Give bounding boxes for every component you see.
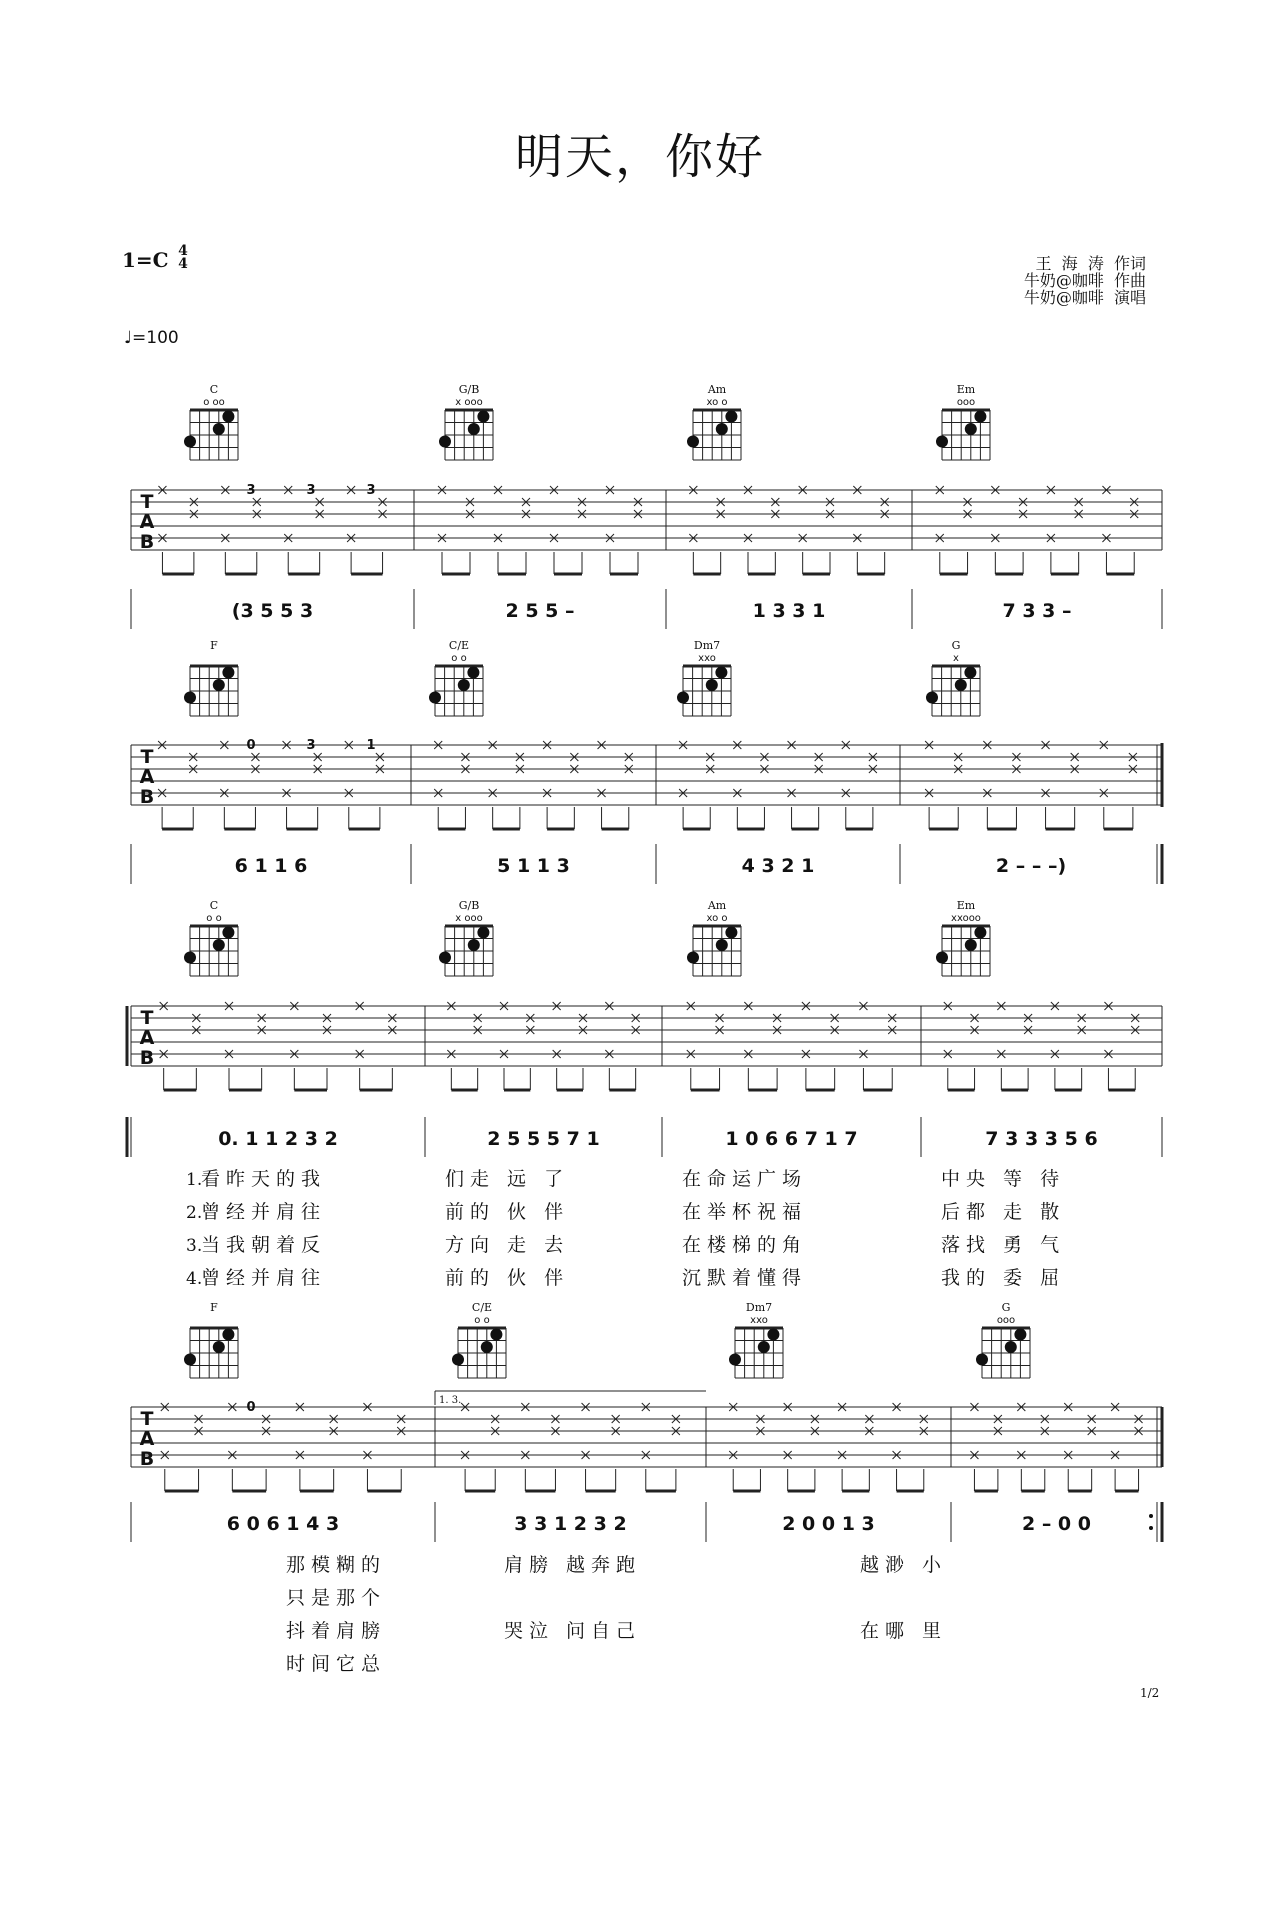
open-mute-marks: x bbox=[953, 653, 959, 664]
finger-dot bbox=[687, 436, 699, 448]
lyric-line: 只是那个 bbox=[286, 1587, 387, 1609]
finger-dot bbox=[477, 411, 489, 423]
open-mute-marks: o o bbox=[206, 913, 222, 924]
open-mute-marks: xo o bbox=[706, 397, 728, 408]
numbered-notation: 6 1 1 6 bbox=[234, 855, 308, 877]
lyric-line: 时间它总 bbox=[286, 1653, 387, 1675]
finger-dot bbox=[936, 952, 948, 964]
numbered-notation: 2 – – –) bbox=[995, 855, 1067, 877]
chord-name: Em bbox=[956, 383, 976, 396]
finger-dot bbox=[677, 692, 689, 704]
finger-dot bbox=[184, 1354, 196, 1366]
lyric-line: 落找 勇 气 bbox=[941, 1234, 1066, 1256]
tab-clef-letter: B bbox=[139, 1047, 155, 1069]
open-mute-marks: o oo bbox=[203, 397, 225, 408]
finger-dot bbox=[716, 423, 728, 435]
numbered-notation: 7 3 3 – bbox=[1002, 600, 1072, 622]
verse-number: 2. bbox=[186, 1203, 203, 1223]
open-mute-marks: xxo bbox=[750, 1315, 768, 1326]
chord-name: C bbox=[209, 383, 219, 396]
numbered-notation: (3 5 5 3 bbox=[231, 600, 314, 622]
open-mute-marks: ooo bbox=[956, 397, 976, 408]
chord-name: Dm7 bbox=[745, 1301, 773, 1314]
quarter-note-icon: ♩ bbox=[124, 328, 133, 348]
finger-dot bbox=[965, 939, 977, 951]
lyric-line: 方向 走 去 bbox=[445, 1234, 570, 1256]
finger-dot bbox=[213, 1341, 225, 1353]
tab-clef-letter: A bbox=[139, 766, 155, 788]
chord-name: C/E bbox=[471, 1301, 493, 1314]
tab-fret-number: 0 bbox=[246, 1400, 256, 1415]
lyric-line: 曾经并肩往 bbox=[201, 1201, 327, 1223]
finger-dot bbox=[439, 952, 451, 964]
finger-dot bbox=[715, 667, 727, 679]
finger-dot bbox=[468, 423, 480, 435]
tab-clef-letter: T bbox=[140, 1007, 154, 1029]
tab-fret-number: 3 bbox=[246, 483, 256, 498]
finger-dot bbox=[213, 679, 225, 691]
open-mute-marks: xo o bbox=[706, 913, 728, 924]
tempo-value: =100 bbox=[132, 328, 179, 348]
lyric-line: 沉默着懂得 bbox=[682, 1267, 808, 1289]
singer-credit: 牛奶@咖啡 演唱 bbox=[1023, 288, 1146, 307]
finger-dot bbox=[965, 423, 977, 435]
numbered-notation: 5 1 1 3 bbox=[497, 855, 570, 877]
lyric-line: 们走 远 了 bbox=[445, 1168, 570, 1190]
chord-name: G/B bbox=[458, 383, 480, 396]
finger-dot bbox=[974, 411, 986, 423]
numbered-notation: 2 0 0 1 3 bbox=[782, 1513, 875, 1535]
finger-dot bbox=[222, 667, 234, 679]
numbered-notation: 2 5 5 5 7 1 bbox=[487, 1128, 600, 1150]
numbered-notation: 1 0 6 6 7 1 7 bbox=[725, 1128, 858, 1150]
lyric-line: 前的 伙 伴 bbox=[445, 1267, 570, 1289]
finger-dot bbox=[477, 927, 489, 939]
chord-name: C bbox=[209, 899, 219, 912]
tab-fret-number: 3 bbox=[306, 483, 316, 498]
finger-dot bbox=[767, 1329, 779, 1341]
time-signature-top: 4 bbox=[178, 243, 188, 259]
open-mute-marks: x ooo bbox=[455, 397, 483, 408]
numbered-notation: 4 3 2 1 bbox=[741, 855, 815, 877]
finger-dot bbox=[468, 939, 480, 951]
chord-name: Dm7 bbox=[693, 639, 721, 652]
numbered-notation: 7 3 3 3 5 6 bbox=[985, 1128, 1098, 1150]
verse-number: 3. bbox=[186, 1236, 203, 1256]
finger-dot bbox=[481, 1341, 493, 1353]
verse-number: 4. bbox=[186, 1269, 203, 1289]
chord-name: G/B bbox=[458, 899, 480, 912]
finger-dot bbox=[439, 436, 451, 448]
finger-dot bbox=[429, 692, 441, 704]
tab-clef-letter: B bbox=[139, 1448, 155, 1470]
finger-dot bbox=[1005, 1341, 1017, 1353]
finger-dot bbox=[976, 1354, 988, 1366]
finger-dot bbox=[926, 692, 938, 704]
finger-dot bbox=[974, 927, 986, 939]
finger-dot bbox=[222, 411, 234, 423]
finger-dot bbox=[222, 1329, 234, 1341]
finger-dot bbox=[213, 423, 225, 435]
finger-dot bbox=[1014, 1329, 1026, 1341]
key-signature: 1=C bbox=[122, 248, 169, 272]
chord-name: G bbox=[1001, 1301, 1011, 1314]
finger-dot bbox=[725, 411, 737, 423]
tab-fret-number: 3 bbox=[366, 483, 376, 498]
lyric-line: 中央 等 待 bbox=[941, 1168, 1066, 1190]
lyric-line: 当我朝着反 bbox=[201, 1234, 327, 1256]
tab-fret-number: 3 bbox=[306, 738, 316, 753]
repeat-dot bbox=[1149, 1526, 1153, 1530]
finger-dot bbox=[467, 667, 479, 679]
tab-fret-number: 1 bbox=[366, 738, 376, 753]
finger-dot bbox=[964, 667, 976, 679]
finger-dot bbox=[490, 1329, 502, 1341]
lyric-line: 后都 走 散 bbox=[941, 1201, 1066, 1223]
lyric-line: 在楼梯的角 bbox=[682, 1234, 808, 1256]
chord-name: G bbox=[951, 639, 961, 652]
numbered-notation: 3 3 1 2 3 2 bbox=[514, 1513, 627, 1535]
lyric-line: 哭泣 问自己 bbox=[504, 1620, 642, 1642]
open-mute-marks: ooo bbox=[996, 1315, 1016, 1326]
tab-fret-number: 0 bbox=[246, 738, 256, 753]
volta-label: 1. 3. bbox=[439, 1395, 462, 1406]
tab-clef-letter: T bbox=[140, 491, 154, 513]
finger-dot bbox=[955, 679, 967, 691]
open-mute-marks: xxo bbox=[698, 653, 716, 664]
chord-name: Em bbox=[956, 899, 976, 912]
finger-dot bbox=[758, 1341, 770, 1353]
page-number: 1/2 bbox=[1140, 1686, 1160, 1700]
chord-name: Am bbox=[707, 899, 727, 912]
tab-clef-letter: A bbox=[139, 1428, 155, 1450]
tab-clef-letter: B bbox=[139, 531, 155, 553]
numbered-notation: 2 5 5 – bbox=[505, 600, 575, 622]
lyric-line: 越渺 小 bbox=[860, 1554, 948, 1576]
lyric-line: 抖着肩膀 bbox=[286, 1620, 387, 1642]
chord-name: Am bbox=[707, 383, 727, 396]
chord-name: C/E bbox=[448, 639, 470, 652]
lyric-line: 在举杯祝福 bbox=[682, 1201, 808, 1223]
lyric-line: 我的 委 屈 bbox=[941, 1267, 1066, 1289]
numbered-notation: 0. 1 1 2 3 2 bbox=[218, 1128, 338, 1150]
open-mute-marks: o o bbox=[451, 653, 467, 664]
numbered-notation: 6 0 6 1 4 3 bbox=[226, 1513, 340, 1535]
open-mute-marks: o o bbox=[474, 1315, 490, 1326]
lyric-line: 肩膀 越奔跑 bbox=[504, 1554, 642, 1576]
open-mute-marks: x ooo bbox=[455, 913, 483, 924]
numbered-notation: 1 3 3 1 bbox=[752, 600, 826, 622]
lyricist-credit: 王 海 涛 作词 bbox=[1035, 254, 1146, 273]
lyric-line: 看昨天的我 bbox=[201, 1168, 327, 1190]
lyric-line: 那模糊的 bbox=[286, 1554, 387, 1576]
lyric-line: 曾经并肩往 bbox=[201, 1267, 327, 1289]
finger-dot bbox=[725, 927, 737, 939]
tab-clef-letter: T bbox=[140, 746, 154, 768]
finger-dot bbox=[716, 939, 728, 951]
finger-dot bbox=[222, 927, 234, 939]
chord-name: F bbox=[210, 639, 218, 652]
song-title: 明天，你好 bbox=[514, 129, 765, 185]
chord-name: F bbox=[210, 1301, 218, 1314]
tab-clef-letter: T bbox=[140, 1408, 154, 1430]
repeat-dot bbox=[1149, 1514, 1153, 1518]
finger-dot bbox=[184, 952, 196, 964]
lyric-line: 前的 伙 伴 bbox=[445, 1201, 570, 1223]
lyric-line: 在命运广场 bbox=[682, 1168, 808, 1190]
finger-dot bbox=[452, 1354, 464, 1366]
lyric-line: 在哪 里 bbox=[860, 1620, 948, 1642]
tab-clef-letter: A bbox=[139, 1027, 155, 1049]
composer-credit: 牛奶@咖啡 作曲 bbox=[1023, 271, 1146, 290]
finger-dot bbox=[213, 939, 225, 951]
time-signature-bottom: 4 bbox=[178, 256, 188, 272]
finger-dot bbox=[936, 436, 948, 448]
finger-dot bbox=[729, 1354, 741, 1366]
finger-dot bbox=[184, 436, 196, 448]
finger-dot bbox=[706, 679, 718, 691]
finger-dot bbox=[184, 692, 196, 704]
finger-dot bbox=[687, 952, 699, 964]
numbered-notation: 2 – 0 0 bbox=[1021, 1513, 1092, 1535]
tab-clef-letter: A bbox=[139, 511, 155, 533]
verse-number: 1. bbox=[186, 1170, 203, 1190]
finger-dot bbox=[458, 679, 470, 691]
tab-clef-letter: B bbox=[139, 786, 155, 808]
open-mute-marks: xxooo bbox=[951, 913, 981, 924]
